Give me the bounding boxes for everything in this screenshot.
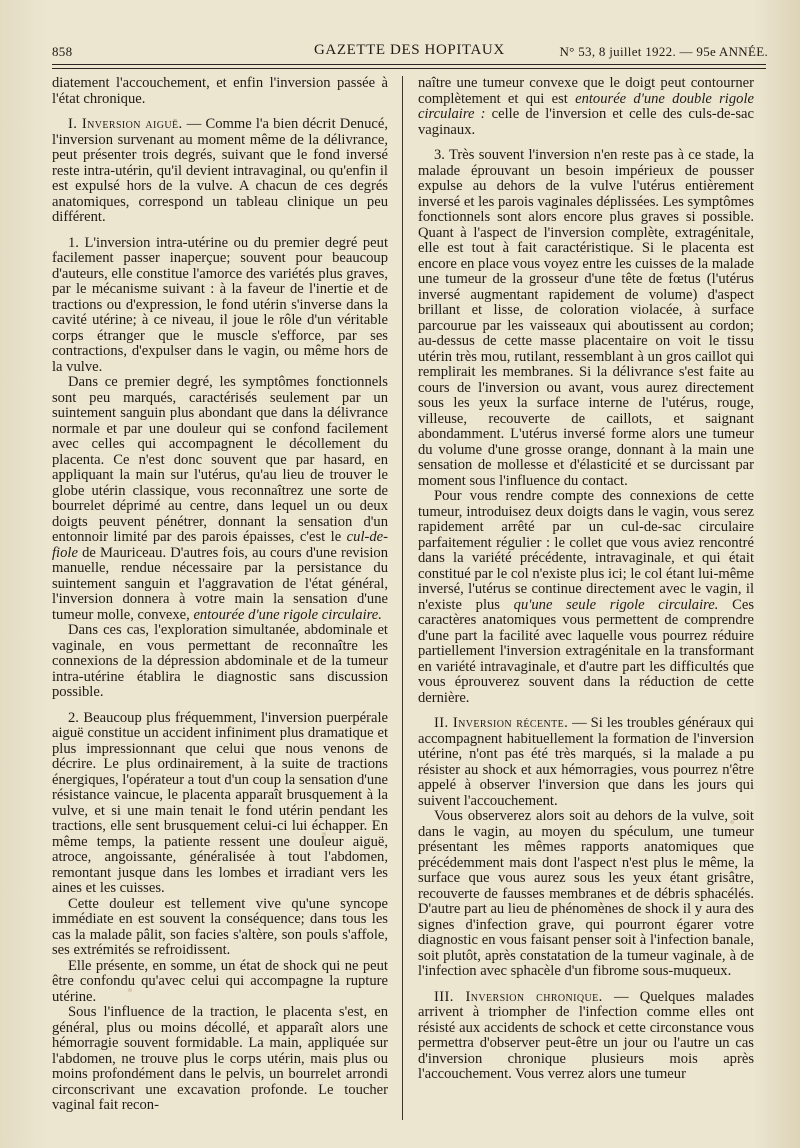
header-rule — [52, 64, 766, 65]
section-heading: III. Inversion chronique. — [434, 988, 603, 1005]
section-heading: I. Inversion aiguë. — [68, 116, 183, 132]
paper-spot — [128, 988, 132, 992]
paragraph: Elle présente, en somme, un état de shock qui ne peut être confondu qu'avec celui qui accompagne la rupture utérine. — [52, 957, 388, 1005]
paragraph: Dans ces cas, l'exploration simultanée, abdominale et vaginale, en vous permettant de reconnaître les connexions de la dépression abdominale et de la tumeur intra-utérine établira le diagnostic sans discussion possible. — [52, 622, 388, 700]
left-column — [52, 76, 388, 1114]
paragraph: Vous observerez alors soit au dehors de la vulve, soit dans le vagin, au moyen du spéculum, une tumeur présentant les mêmes rapports anatomiques que précédemment mais dont l'aspect n'est plus le même, la surface que vous aurez sous les yeux étant grisâtre, recouverte de fausses membranes et de débris sphacélés. D'autre part au lieu de phénomènes de shock il y aura des signes d'infection grave, qui pourront égarer votre diagnostic en vous faisant penser soit à l'infection banale, soit plutôt, après constatation de la tumeur vaginale, à de l'infection avec sphacèle d'un fibrome sous-muqueux. — [418, 808, 754, 979]
section-inversion-chronique — [418, 990, 754, 1083]
section-text: — Si les troubles généraux qui accompagnent habituellement la formation de l'inversion utérine, n'ont pas été très marqués, si la malade a pu résister au shock et aux hémorragies, vous pourrez n'être appelé à observer l'inversion que dans les jours qui suivent l'accouchement. — [418, 715, 754, 809]
paragraph-connexions — [418, 489, 754, 706]
emphasis: cul-de-fiole — [52, 529, 388, 561]
section-inversion-recente — [418, 716, 754, 809]
emphasis: entourée d'une rigole circulaire. — [193, 606, 382, 623]
paragraph: 3. Très souvent l'inversion n'en reste pas à ce stade, la malade éprouvant un besoin impérieux de pousser expulse au dehors de la vulve l'utérus entièrement inversé et les parois vaginales déplissées. Les symptômes fonctionnels sont alors encore plus graves si possible. Quant à l'aspect de l'inversion complète, extragénitale, elle est tout à fait caractéristique. Si le placenta est encore en place vous voyez entre les cuisses de la malade une tumeur de la grosseur d'une tête de fœtus (l'utérus inversé augmentant rapidement de volume) d'aspect brillant et lisse, de coloration violacée, à surface parcourue par les vaisseaux qui aboutissent au cordon; au-dessus de cette masse placentaire on voit le tissu utérin très mou, rutilant, ressemblant à un gros caillot qui remplirait les membranes. Si la délivrance s'est faite au cours de l'inversion ou avant, vous aurez directement sous les yeux la surface interne de l'utérus, rouge, villeuse, recouverte de caillots, et saignant abondamment. L'utérus inversé forme alors une tumeur du volume d'une grosse orange, donnant à la main une sensation de mollesse et d'élasticité et se durcissant par moment sous l'influence du contact. — [418, 147, 754, 489]
paragraph: Sous l'influence de la traction, le placenta s'est, en général, plus ou moins décollé, et apparaît alors une hémorragie souvent formidable. La main, appliquée sur l'abdomen, ne trouve plus le corps utérin, mais plus ou moins profondément dans le pelvis, un bourrelet arrondi circonscrivant une excavation profonde. Le toucher vaginal fait recon- — [52, 1004, 388, 1113]
journal-title: GAZETTE DES HOPITAUX — [314, 42, 505, 58]
text-run: celle de l'inversion et celle des culs-de-sac vaginaux. — [418, 106, 754, 138]
page-number: 858 — [52, 44, 73, 59]
right-column — [418, 76, 754, 1083]
text-run: Ces caractères anatomiques vous permettent de comprendre d'une part la facilité avec laquelle vous pourrez réduire partiellement l'inversion extragénitale en la transformant en variété intravaginale, et d'autre part les difficultés que vous éprouverez souvent dans la réduction de cette dernière. — [418, 596, 755, 706]
section-heading: II. Inversion récente. — [434, 715, 569, 731]
text-run: naître une tumeur convexe que le doigt peut contourner complètement et qui est — [418, 75, 754, 107]
section-inversion-aigue — [52, 117, 388, 226]
paragraph-premier-degre — [52, 375, 388, 623]
paragraph: 1. L'inversion intra-utérine ou du premier degré peut facilement passer inaperçue; souvent pour beaucoup d'auteurs, elle constitue l'amorce des variétés plus graves, par le mécanisme suivant : à la faveur de l'inertie et de tractions ou d'expression, le fond utérin s'inverse dans la cavité utérine; à ce niveau, il joue le rôle d'un véritable corps étranger que le muscle s'efforce, par ses contractions, d'expulser dans le vagin, ou même hors de la vulve. — [52, 234, 388, 375]
paper-spot — [322, 832, 326, 836]
paper-spot — [730, 820, 734, 824]
paragraph-continued — [418, 76, 754, 138]
text-run: Pour vous rendre compte des connexions de cette tumeur, introduisez deux doigts dans le vagin, vous serez rapidement arrêté par un cul-de-sac circulaire parfaitement régulier : le collet que vous aviez rencontré dans la variété précédente, intravaginale, et qui était constitué par le col n'existe plus ici; le col étant lui-même inversé, l'utérus se continue directement avec le vagin, il n'existe plus — [418, 488, 754, 613]
paragraph: diatement l'accouchement, et enfin l'inversion passée à l'état chronique. — [52, 75, 388, 107]
emphasis: entourée d'une double rigole circulaire : — [418, 90, 754, 122]
emphasis: qu'une seule rigole circulaire. — [513, 596, 719, 613]
issue-info: N° 53, 8 juillet 1922. — 95e ANNÉE. — [559, 44, 768, 59]
section-text: — Comme l'a bien décrit Denucé, l'inversion survenant au moment même de la délivrance, peut présenter trois degrés, suivant que le fond inversé reste intra-utérin, qu'il devient intravaginal, ou qu'enfin il est expulsé hors de la vulve. A chacun de ces degrés anatomiques, correspond un tableau clinique un peu différent. — [52, 116, 388, 225]
paragraph: 2. Beaucoup plus fréquemment, l'inversion puerpérale aiguë constitue un accident infiniment plus dramatique et plus impressionnant que celui que nous venons de décrire. Le plus ordinairement, à la suite de tractions énergiques, l'opérateur a tout d'un coup la sensation d'une résistance vaincue, le placenta apparaît brusquement à la vulve, et si une main tenait le fond utérin pendant les tractions, elle sent brusquement celui-ci lui échapper. En même temps, la patiente ressent une douleur aiguë, atroce, angoissante, généralisée à tout l'abdomen, remontant jusque dans les lombes et irradiant vers les aines et les cuisses. — [52, 709, 388, 896]
paragraph: Cette douleur est tellement vive qu'une syncope immédiate en est souvent la conséquence; dans tous les cas la malade pâlit, son facies s'altère, son pouls s'affole, ses extrémités se refroidissent. — [52, 895, 388, 958]
text-run: de Mauriceau. D'autres fois, au cours d'une revision manuelle, rendue nécessaire par la persistance du suintement sanguin et l'aggravation de l'état général, l'inversion donnera à votre main la sensation d'une tumeur molle, convexe, — [52, 544, 388, 623]
running-header — [52, 38, 768, 62]
header-rule-thin — [52, 68, 766, 69]
column-divider — [402, 76, 403, 1120]
text-run: Dans ce premier degré, les symptômes fonctionnels sont peu marqués, caractérisés seulement par un suintement sanguin plus abondant que dans la délivrance normale et par une douleur qui se confond facilement avec celles qui accompagnent le décollement du placenta. Ce n'est donc souvent que par hasard, en appliquant la main sur l'utérus, qu'au lieu de trouver le globe utérin classique, vous reconnaîtrez une sorte de bourrelet déprimé au centre, dans lequel un ou deux doigts peuvent pénétrer, donnant la sensation d'un entonnoir limité par des parois épaisses, c'est le — [52, 374, 388, 545]
section-text: — Quelques malades arrivent à triompher de l'infection comme elles ont résisté aux accidents de schock et cette circonstance vous permettra d'observer peut-être un jour ou l'autre un cas d'inversion chronique plusieurs mois après l'accouchement. Vous verrez alors une tumeur — [418, 988, 754, 1082]
